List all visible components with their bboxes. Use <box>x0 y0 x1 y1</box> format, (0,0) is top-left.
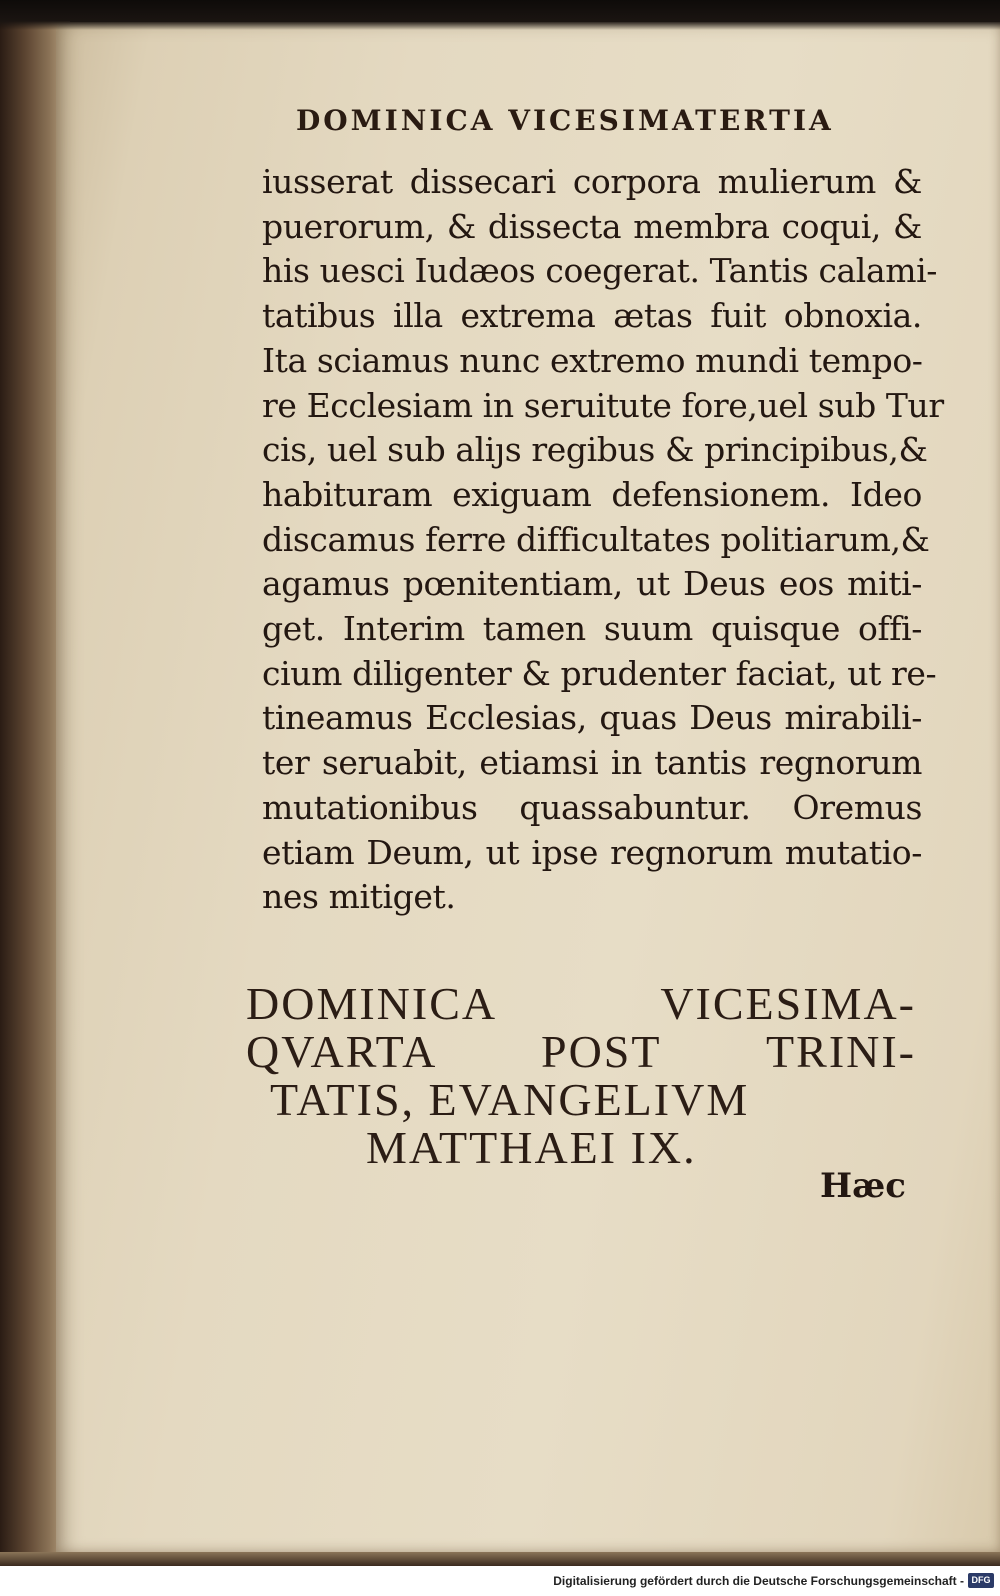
heading-line: MATTHAEI IX. <box>366 1122 697 1173</box>
text-line: tineamus Ecclesias, quas Deus mirabili- <box>262 698 922 738</box>
text-line: Ita sciamus nunc extremo mundi tempo- <box>262 340 923 380</box>
text-line: etiam Deum, ut ipse regnorum mutatio- <box>262 832 922 872</box>
text-line: his uesci Iudæos coegerat. Tantis calami- <box>262 251 938 291</box>
text-line: get. Interim tamen suum quisque offi- <box>262 609 922 649</box>
body-text <box>262 160 944 920</box>
text-line: cis, uel sub aliȷs regibus & principibus,& <box>262 430 928 470</box>
bottom-page-edge <box>0 1552 1000 1566</box>
text-line: puerorum, & dissecta membra coqui, & <box>262 206 922 246</box>
catchword: Hæc <box>820 1166 906 1206</box>
heading-line: QVARTA POST TRINI- <box>246 1026 916 1077</box>
text-line: habituram exiguam defensionem. Ideo <box>262 474 922 514</box>
heading-line: TATIS, EVANGELIVM <box>270 1074 750 1125</box>
text-line: discamus ferre difficultates politiarum,& <box>262 519 930 559</box>
text-line: mutationibus quassabuntur. Oremus <box>262 787 922 827</box>
text-line: agamus pœnitentiam, ut Deus eos miti- <box>262 564 922 604</box>
footer-bar <box>0 1566 1000 1596</box>
text-line: cium diligenter & prudenter faciat, ut re- <box>262 653 937 693</box>
dfg-logo: DFG <box>968 1573 994 1588</box>
section-heading <box>246 980 916 1172</box>
heading-line: DOMINICA VICESIMA- <box>246 978 916 1029</box>
text-line: tatibus illa extrema ætas fuit obnoxia. <box>262 296 922 336</box>
text-line: nes mitiget. <box>262 877 456 917</box>
funding-credit: Digitalisierung gefördert durch die Deutsche Forschungsgemeinschaft - <box>553 1574 964 1588</box>
text-line: ter seruabit, etiamsi in tantis regnorum <box>262 743 922 783</box>
top-scan-border <box>0 0 1000 30</box>
text-line: re Ecclesiam in seruitute fore,uel sub Tur <box>262 385 944 425</box>
running-head: DOMINICA VICESIMATERTIA <box>296 104 834 137</box>
text-line: iusserat dissecari corpora mulierum & <box>262 162 922 201</box>
